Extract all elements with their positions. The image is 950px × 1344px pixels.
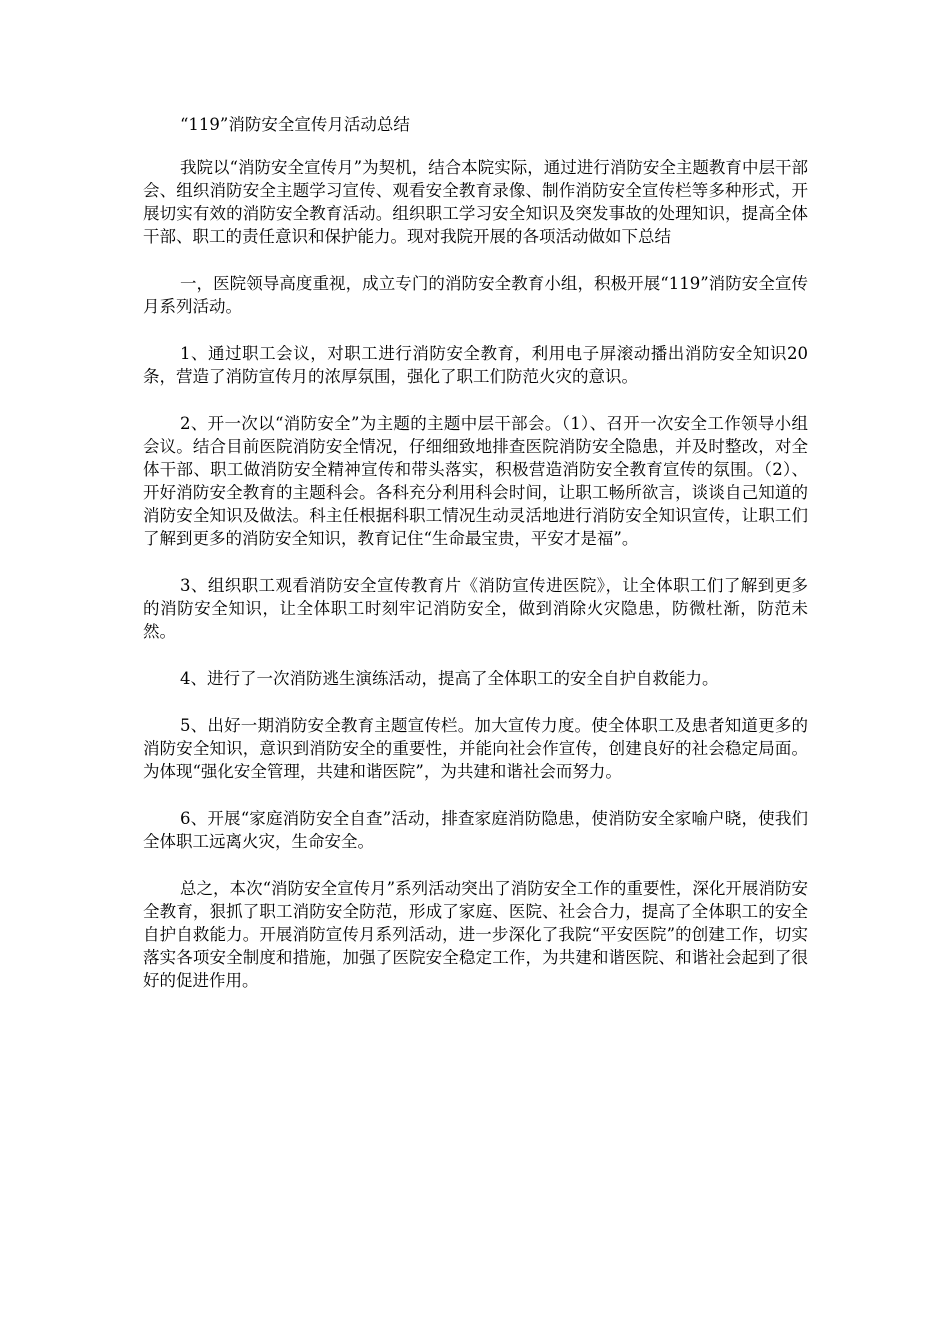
section-one-paragraph: 一，医院领导高度重视，成立专门的消防安全教育小组，积极开展“119”消防安全宣传月系列活动。 xyxy=(143,274,808,316)
item-3-paragraph: 3、组织职工观看消防安全宣传教育片《消防宣传进医院》，让全体职工们了解到更多的消防安全知识，让全体职工时刻牢记消防安全，做到消除火灾隐患，防微杜渐，防范未然。 xyxy=(143,576,808,641)
document-page xyxy=(143,113,808,992)
intro-paragraph: 我院以“消防安全宣传月”为契机，结合本院实际，通过进行消防安全主题教育中层干部会、组织消防安全主题学习宣传、观看安全教育录像、制作消防安全宣传栏等多种形式，开展切实有效的消防安全教育活动。组织职工学习安全知识及突发事故的处理知识，提高全体干部、职工的责任意识和保护能力。现对我院开展的各项活动做如下总结 xyxy=(143,158,808,246)
item-1-paragraph: 1、通过职工会议，对职工进行消防安全教育，利用电子屏滚动播出消防安全知识20条，营造了消防宣传月的浓厚氛围，强化了职工们防范火灾的意识。 xyxy=(143,344,808,386)
item-4-paragraph: 4、进行了一次消防逃生演练活动，提高了全体职工的安全自护自救能力。 xyxy=(180,669,719,688)
item-6-paragraph: 6、开展“家庭消防安全自查”活动，排查家庭消防隐患，使消防安全家喻户晓，使我们全体职工远离火灾，生命安全。 xyxy=(143,809,808,851)
item-2-paragraph: 2、开一次以“消防安全”为主题的主题中层干部会。（1）、召开一次安全工作领导小组会议。结合目前医院消防安全情况，仔细细致地排查医院消防安全隐患，并及时整改，对全体干部、职工做消防安全精神宣传和带头落实，积极营造消防安全教育宣传的氛围。（2）、开好消防安全教育的主题科会。各科充分利用科会时间，让职工畅所欲言，谈谈自己知道的消防安全知识及做法。科主任根据科职工情况生动灵活地进行消防安全知识宣传，让职工们了解到更多的消防安全知识，教育记住“生命最宝贵，平安才是福”。 xyxy=(143,414,808,548)
conclusion-paragraph: 总之，本次“消防安全宣传月”系列活动突出了消防安全工作的重要性，深化开展消防安全教育，狠抓了职工消防安全防范，形成了家庭、医院、社会合力，提高了全体职工的安全自护自救能力。开展消防宣传月系列活动，进一步深化了我院“平安医院”的创建工作，切实落实各项安全制度和措施，加强了医院安全稳定工作，为共建和谐医院、和谐社会起到了很好的促进作用。 xyxy=(143,879,808,990)
item-5-paragraph: 5、出好一期消防安全教育主题宣传栏。加大宣传力度。使全体职工及患者知道更多的消防安全知识，意识到消防安全的重要性，并能向社会作宣传，创建良好的社会稳定局面。为体现“强化安全管理，共建和谐医院”，为共建和谐社会而努力。 xyxy=(143,716,808,781)
document-title: “119”消防安全宣传月活动总结 xyxy=(180,115,410,134)
